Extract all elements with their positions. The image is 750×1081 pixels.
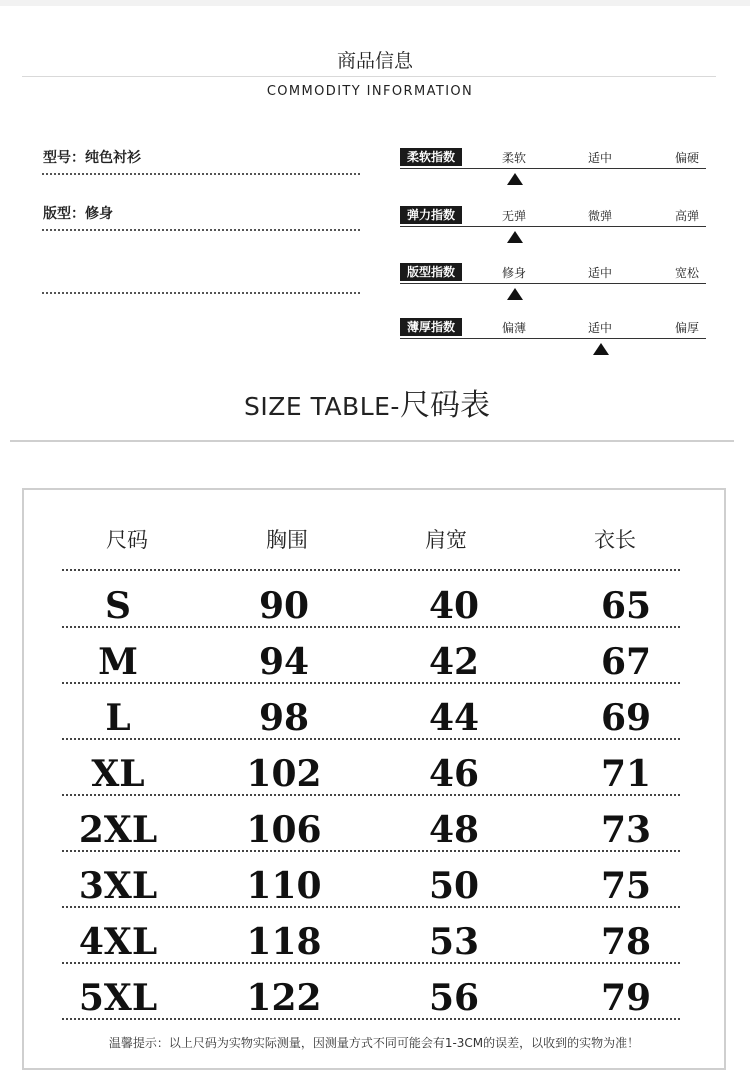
index-row-softness (400, 148, 706, 208)
table-row-divider (62, 962, 680, 964)
table-row-divider (62, 1018, 680, 1020)
length-cell: 75 (600, 865, 652, 907)
table-row-divider (62, 906, 680, 908)
size-cell: 2XL (78, 809, 158, 851)
length-cell: 79 (600, 977, 652, 1019)
index-option: 柔软 (502, 151, 527, 165)
table-row-divider (62, 682, 680, 684)
chest-cell: 102 (246, 753, 322, 795)
index-scale-line (400, 226, 706, 227)
size-cell: 5XL (78, 977, 158, 1019)
title-divider (22, 76, 716, 77)
length-cell: 71 (600, 753, 652, 795)
index-row-fit (400, 263, 706, 323)
index-option: 适中 (588, 321, 613, 335)
table-header-length: 衣长 (594, 528, 636, 552)
table-row-divider (62, 850, 680, 852)
index-option: 偏薄 (502, 321, 527, 335)
length-cell: 67 (600, 641, 652, 683)
section-divider (10, 440, 734, 442)
index-marker-triangle (507, 173, 523, 185)
chest-cell: 90 (258, 585, 310, 627)
shoulder-cell: 50 (428, 865, 480, 907)
index-badge: 版型指数 (400, 263, 462, 281)
length-cell: 65 (600, 585, 652, 627)
shoulder-cell: 46 (428, 753, 480, 795)
size-note: 温馨提示：以上尺码为实物实际测量，因测量方式不同可能会有1-3CM的误差，以收到的实物为准！ (108, 1036, 640, 1050)
length-cell: 69 (600, 697, 652, 739)
index-option: 宽松 (675, 266, 700, 280)
fit-info: 版型：修身 (43, 206, 113, 222)
shoulder-cell: 42 (428, 641, 480, 683)
size-cell: S (105, 585, 131, 627)
index-row-elasticity (400, 206, 706, 266)
index-option: 修身 (502, 266, 527, 280)
info-dotted-line (42, 173, 360, 175)
index-option: 高弹 (675, 209, 700, 223)
section-title-cn: 商品信息 (336, 50, 413, 72)
size-cell: 4XL (78, 921, 158, 963)
info-dotted-line (42, 229, 360, 231)
index-marker-triangle (507, 231, 523, 243)
size-table-title (0, 380, 734, 424)
shoulder-cell: 53 (428, 921, 480, 963)
table-row-divider (62, 794, 680, 796)
shoulder-cell: 56 (428, 977, 480, 1019)
index-option: 偏厚 (675, 321, 700, 335)
index-badge: 弹力指数 (400, 206, 462, 224)
size-cell: XL (91, 753, 145, 795)
length-cell: 78 (600, 921, 652, 963)
chest-cell: 106 (246, 809, 322, 851)
chest-cell: 122 (246, 977, 322, 1019)
size-table-title-cn: 尺码表 (399, 388, 490, 423)
shoulder-cell: 48 (428, 809, 480, 851)
shoulder-cell: 40 (428, 585, 480, 627)
size-cell: L (105, 697, 131, 739)
chest-cell: 118 (246, 921, 322, 963)
index-option: 偏硬 (675, 151, 700, 165)
info-dotted-line (42, 292, 360, 294)
index-marker-triangle (593, 343, 609, 355)
chest-cell: 110 (246, 865, 322, 907)
index-option: 无弹 (502, 209, 527, 223)
index-scale-line (400, 283, 706, 284)
index-row-thickness (400, 318, 706, 378)
index-option: 适中 (588, 266, 613, 280)
table-row-divider (62, 569, 680, 571)
index-badge: 柔软指数 (400, 148, 462, 166)
chest-cell: 94 (258, 641, 310, 683)
index-option: 微弹 (588, 209, 613, 223)
index-scale-line (400, 168, 706, 169)
section-title-en: COMMODITY INFORMATION (266, 84, 474, 99)
index-option: 适中 (588, 151, 613, 165)
shoulder-cell: 44 (428, 697, 480, 739)
chest-cell: 98 (258, 697, 310, 739)
table-header-shoulder: 肩宽 (425, 528, 467, 552)
index-marker-triangle (507, 288, 523, 300)
table-header-chest: 胸围 (266, 528, 308, 552)
size-table-title-en: SIZE TABLE- (244, 392, 400, 421)
table-row-divider (62, 738, 680, 740)
size-cell: 3XL (78, 865, 158, 907)
top-band (0, 0, 750, 6)
table-header-size: 尺码 (106, 528, 148, 552)
index-badge: 薄厚指数 (400, 318, 462, 336)
table-row-divider (62, 626, 680, 628)
length-cell: 73 (600, 809, 652, 851)
model-info: 型号：纯色衬衫 (43, 150, 141, 166)
size-cell: M (98, 641, 138, 683)
index-scale-line (400, 338, 706, 339)
